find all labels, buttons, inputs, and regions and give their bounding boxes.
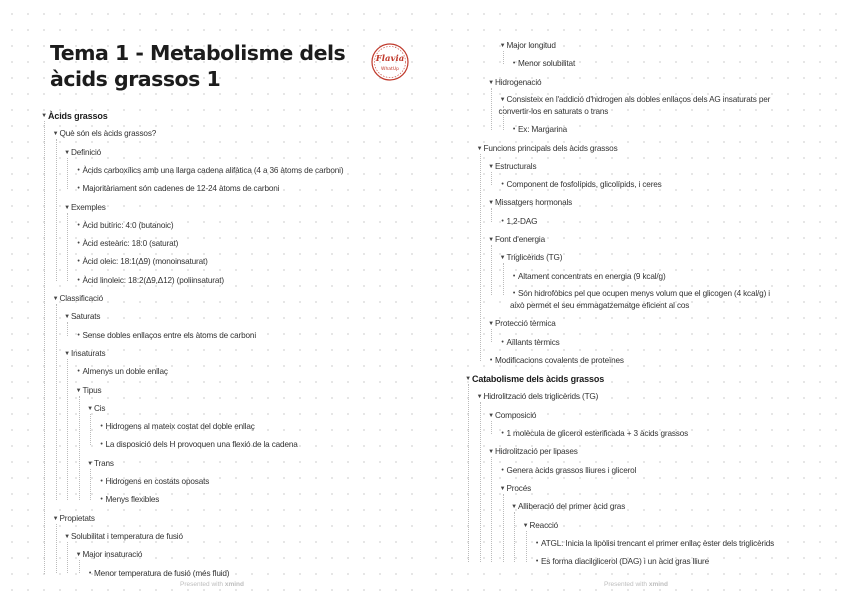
- outline-node: [499, 178, 662, 192]
- bullet-icon: •: [100, 478, 103, 485]
- bullet-icon: •: [77, 221, 80, 229]
- collapse-caret-icon[interactable]: ▼: [52, 296, 59, 302]
- bullet-icon: •: [100, 441, 103, 449]
- outline-node-text: Funcions principals dels àcids grassos: [483, 143, 618, 153]
- outline-node: [75, 237, 179, 251]
- outline-node[interactable]: [499, 94, 787, 120]
- outline-node-text: Major insaturació: [82, 550, 143, 560]
- bullet-icon: •: [535, 558, 539, 566]
- outline-node: [487, 354, 624, 368]
- outline-node-text: Majoritàriament són cadenes de 12-24 àtoms de carboni: [82, 184, 280, 194]
- outline-guide-line: [491, 421, 492, 434]
- outline-node-text: Composició: [495, 410, 537, 420]
- outline-node-text: Hidrolització dels triglicèrids (TG): [483, 392, 599, 402]
- outline-node-text: Àcid butíric: 4:0 (butanoic): [82, 220, 174, 230]
- outline-node[interactable]: [63, 347, 105, 361]
- outline-node-text: Font d'energia: [495, 235, 545, 244]
- outline-node-text: Procés: [506, 483, 532, 493]
- page-right: [424, 0, 848, 600]
- outline-node-text: Sense dobles enllaços entre els àtoms de carboni: [82, 330, 256, 340]
- outline-node-text: Ex: Margarina: [518, 125, 568, 135]
- bullet-icon: •: [88, 569, 92, 577]
- footer-brand: xmind: [648, 581, 668, 588]
- outline-node-text: Àcid oleic: 18:1(Δ9) (monoinsaturat): [82, 257, 208, 267]
- collapse-caret-icon[interactable]: ▼: [64, 350, 70, 357]
- outline-node[interactable]: [63, 310, 100, 324]
- outline-node[interactable]: [499, 39, 556, 53]
- outline-node: [98, 420, 255, 434]
- outline-node[interactable]: [52, 512, 95, 526]
- outline-node-text: 1 molècula de glicerol esterificada + 3 àcids grassos: [506, 429, 689, 438]
- outline-guide-line: [503, 51, 504, 64]
- outline-node: [75, 329, 257, 343]
- outline-node: [499, 464, 637, 478]
- outline-guide-line: [67, 158, 68, 190]
- outline-node-text: Altament concentrats en energia (9 kcal/g): [518, 271, 666, 281]
- collapse-caret-icon[interactable]: ▼: [511, 504, 517, 511]
- outline-node: [499, 336, 560, 350]
- outline-node-text: Trans: [94, 458, 114, 468]
- footer-prefix: Presented with: [180, 581, 224, 588]
- footer-brand: xmind: [224, 581, 244, 588]
- outline-node: [510, 123, 567, 137]
- outline-node: [98, 475, 210, 489]
- outline-node[interactable]: [86, 402, 105, 416]
- outline-guide-line: [491, 172, 492, 185]
- outline-guide-line: [44, 121, 45, 574]
- bullet-icon: •: [501, 217, 504, 225]
- collapse-caret-icon[interactable]: ▼: [488, 163, 494, 170]
- outline-guide-line: [79, 396, 80, 501]
- outline-node[interactable]: [510, 500, 625, 514]
- outline-node-text: Solubilitat i temperatura de fusió: [71, 531, 183, 541]
- bullet-icon: •: [512, 289, 516, 297]
- bullet-icon: •: [77, 258, 80, 266]
- outline-node: [75, 255, 208, 269]
- bullet-icon: •: [501, 338, 504, 346]
- outline-node[interactable]: [499, 251, 563, 265]
- bullet-icon: •: [512, 60, 516, 68]
- bullet-icon: •: [512, 126, 516, 134]
- outline-node-text: Catabolisme dels àcids grassos: [472, 374, 605, 385]
- bullet-icon: •: [512, 272, 516, 280]
- stamp-logo-icon: [368, 42, 412, 82]
- collapse-caret-icon[interactable]: ▼: [488, 79, 494, 86]
- outline-node: [499, 427, 689, 441]
- outline-node-text: Component de fosfolípids, glicolípids, i ceres: [506, 180, 662, 190]
- bullet-icon: •: [77, 166, 80, 174]
- collapse-caret-icon[interactable]: ▼: [488, 412, 494, 419]
- collapse-caret-icon[interactable]: ▼: [87, 405, 93, 412]
- outline-node-text: Definició: [71, 147, 102, 157]
- outline-node[interactable]: [487, 233, 545, 247]
- outline-node: [86, 567, 229, 581]
- outline-guide-line: [67, 542, 68, 574]
- outline-node[interactable]: [40, 109, 108, 123]
- bullet-icon: •: [77, 276, 80, 284]
- collapse-caret-icon[interactable]: ▼: [64, 204, 70, 211]
- collapse-caret-icon[interactable]: ▼: [52, 515, 59, 522]
- collapse-caret-icon[interactable]: ▼: [476, 145, 483, 152]
- outline-guide-line: [79, 560, 80, 573]
- outline-node-text: Hidrolització per lipases: [495, 447, 578, 457]
- outline-node[interactable]: [52, 292, 104, 306]
- outline-guide-line: [503, 263, 504, 295]
- outline-node: [510, 57, 575, 71]
- outline-node-text: Genera àcids grassos lliures i glicerol: [506, 465, 637, 475]
- outline-node-text: Aïllants tèrmics: [506, 337, 560, 347]
- outline-guide-line: [67, 213, 68, 281]
- outline-node-text: Protecció tèrmica: [495, 319, 556, 329]
- outline-node: [533, 537, 774, 551]
- outline-node: [75, 219, 174, 233]
- bullet-icon: •: [501, 181, 504, 189]
- outline-node: [533, 555, 709, 569]
- outline-node-text: 1,2-DAG: [506, 216, 538, 226]
- outline-guide-line: [514, 512, 515, 562]
- outline-guide-line: [503, 494, 504, 562]
- outline-node-text: Es forma diacilglicerol (DAG) i un àcid gras lliure: [541, 557, 709, 567]
- outline-node: [510, 288, 786, 314]
- footer-left: [0, 581, 424, 588]
- outline-node-text: La disposició dels H provoquen una flexió de la cadena: [105, 440, 298, 450]
- bullet-icon: •: [77, 185, 80, 193]
- outline-node-text: Àcids grassos: [48, 111, 108, 121]
- outline-node-text: Tipus: [82, 385, 102, 395]
- outline-node[interactable]: [476, 390, 599, 404]
- svg-text:Flavia: Flavia: [375, 54, 405, 64]
- outline-guide-line: [56, 304, 57, 500]
- outline-node[interactable]: [63, 201, 106, 215]
- collapse-caret-icon[interactable]: ▼: [64, 314, 70, 321]
- outline-guide-line: [90, 469, 91, 501]
- outline-guide-line: [67, 359, 68, 500]
- collapse-caret-icon[interactable]: ▼: [64, 149, 70, 156]
- outline-guide-line: [67, 322, 68, 335]
- bullet-icon: •: [77, 331, 80, 339]
- outline-node-text: Propietats: [59, 513, 95, 523]
- outline-node: [75, 182, 280, 196]
- outline-node-text: Què són els àcids grassos?: [59, 129, 157, 139]
- outline-node[interactable]: [52, 127, 157, 141]
- bullet-icon: •: [77, 368, 80, 376]
- bullet-icon: •: [77, 240, 80, 248]
- bullet-icon: •: [100, 496, 103, 504]
- collapse-caret-icon[interactable]: ▼: [499, 96, 506, 103]
- outline-node-text: Major longitud: [506, 41, 556, 50]
- bullet-icon: •: [501, 466, 504, 474]
- outline-node[interactable]: [487, 445, 578, 459]
- outline-node-text: Hidrogens en costats oposats: [105, 477, 210, 486]
- outline-node[interactable]: [75, 548, 143, 562]
- collapse-caret-icon[interactable]: ▼: [488, 237, 494, 243]
- outline-node: [75, 274, 224, 288]
- outline-node-text: Menor solubilitat: [518, 59, 576, 69]
- collapse-caret-icon[interactable]: ▼: [41, 113, 47, 119]
- outline-node-text: Àcids carboxílics amb una llarga cadena alifàtica (4 a 36 àtoms de carboni): [82, 165, 344, 175]
- outline-guide-line: [491, 208, 492, 221]
- collapse-caret-icon[interactable]: ▼: [87, 460, 93, 467]
- outline-node-text: Àcid linoleic: 18:2(Δ9,Δ12) (poliinsaturat): [82, 275, 224, 285]
- outline-node[interactable]: [63, 530, 183, 544]
- outline-guide-line: [526, 531, 527, 563]
- outline-node: [510, 270, 666, 284]
- page-title: Tema 1 - Metabolisme dels àcids grassos 1: [50, 41, 346, 91]
- collapse-caret-icon[interactable]: ▼: [64, 533, 70, 540]
- outline-node-text: Classificació: [59, 294, 104, 303]
- outline-node[interactable]: [487, 160, 536, 174]
- collapse-caret-icon[interactable]: ▼: [465, 376, 471, 383]
- outline-node: [98, 438, 298, 452]
- outline-node-text: Hidrogens al mateix costat del doble enllaç: [105, 422, 255, 432]
- outline-node-text: Menor temperatura de fusió (més fluid): [94, 568, 230, 578]
- outline-guide-line: [503, 106, 504, 130]
- collapse-caret-icon[interactable]: ▼: [522, 522, 529, 529]
- outline-node[interactable]: [487, 76, 541, 90]
- outline-node: [75, 365, 168, 379]
- outline-node-text: Reacció: [529, 520, 559, 530]
- outline-node-text: Exemples: [71, 202, 106, 212]
- outline-node-text: Cis: [94, 403, 106, 413]
- outline-node[interactable]: [487, 196, 572, 210]
- outline-node[interactable]: [522, 519, 559, 533]
- bullet-icon: •: [501, 430, 504, 437]
- footer-right: [424, 581, 848, 588]
- outline-node[interactable]: [487, 317, 556, 331]
- bullet-icon: •: [100, 423, 103, 431]
- collapse-caret-icon[interactable]: ▼: [488, 321, 494, 328]
- outline-node-text: ATGL: Inicia la lipòlisi trencant el primer enllaç èster dels triglicèrids: [541, 538, 775, 548]
- collapse-caret-icon[interactable]: ▼: [75, 552, 82, 559]
- outline-node[interactable]: [464, 372, 604, 386]
- outline-guide-line: [468, 384, 469, 562]
- outline-node-text: Hidrogenació: [495, 77, 542, 87]
- bullet-icon: •: [489, 356, 493, 364]
- outline-guide-line: [56, 139, 57, 280]
- outline-node-text: Estructurals: [495, 161, 537, 171]
- outline-node-text: Missatgers hormonals: [495, 198, 573, 208]
- outline-node[interactable]: [487, 409, 536, 423]
- outline-guide-line: [56, 524, 57, 574]
- outline-guide-line: [491, 88, 492, 131]
- outline-node-text: Modificacions covalents de proteïnes: [495, 355, 624, 365]
- outline-node-text: Alliberació del primer àcid gras: [518, 502, 626, 512]
- collapse-caret-icon[interactable]: ▼: [75, 387, 82, 394]
- collapse-caret-icon[interactable]: ▼: [488, 449, 494, 456]
- collapse-caret-icon[interactable]: ▼: [499, 485, 506, 492]
- collapse-caret-icon[interactable]: ▼: [52, 131, 59, 138]
- outline-node[interactable]: [63, 146, 101, 160]
- bullet-icon: •: [535, 539, 539, 547]
- outline-node-text: Insaturats: [71, 348, 106, 358]
- outline-guide-line: [491, 329, 492, 342]
- outline-node: [98, 493, 160, 507]
- outline-guide-line: [491, 457, 492, 562]
- outline-node-text: Triglicèrids (TG): [506, 253, 563, 263]
- outline-node-text: Menys flexibles: [105, 495, 160, 505]
- outline-guide-line: [90, 414, 91, 446]
- collapse-caret-icon[interactable]: ▼: [488, 200, 494, 207]
- collapse-caret-icon[interactable]: ▼: [476, 394, 483, 401]
- outline-node-text: Àcid esteàric: 18:0 (saturat): [82, 239, 179, 249]
- outline-node-text: Consisteix en l'addició d'hidrogen als dobles enllaços dels AG insaturats per convertir-los en saturats o trans: [498, 94, 771, 116]
- outline-guide-line: [480, 402, 481, 562]
- footer-prefix: Presented with: [604, 581, 648, 588]
- outline-guide-line: [491, 245, 492, 295]
- outline-node: [75, 164, 344, 178]
- collapse-caret-icon[interactable]: ▼: [499, 255, 506, 262]
- collapse-caret-icon[interactable]: ▼: [499, 43, 506, 49]
- outline-node: [499, 215, 538, 229]
- outline-node-text: Saturats: [71, 312, 101, 322]
- outline-node-text: Són hidrofòbics pel que ocupen menys volum que el glicogen (4 kcal/g) i això permet el seu emmagatzematge eficient al cos: [510, 288, 770, 310]
- svg-text:WhatUp: WhatUp: [381, 67, 399, 72]
- outline-node-text: Almenys un doble enllaç: [82, 367, 168, 377]
- outline-guide-line: [480, 154, 481, 361]
- outline-node[interactable]: [476, 142, 618, 156]
